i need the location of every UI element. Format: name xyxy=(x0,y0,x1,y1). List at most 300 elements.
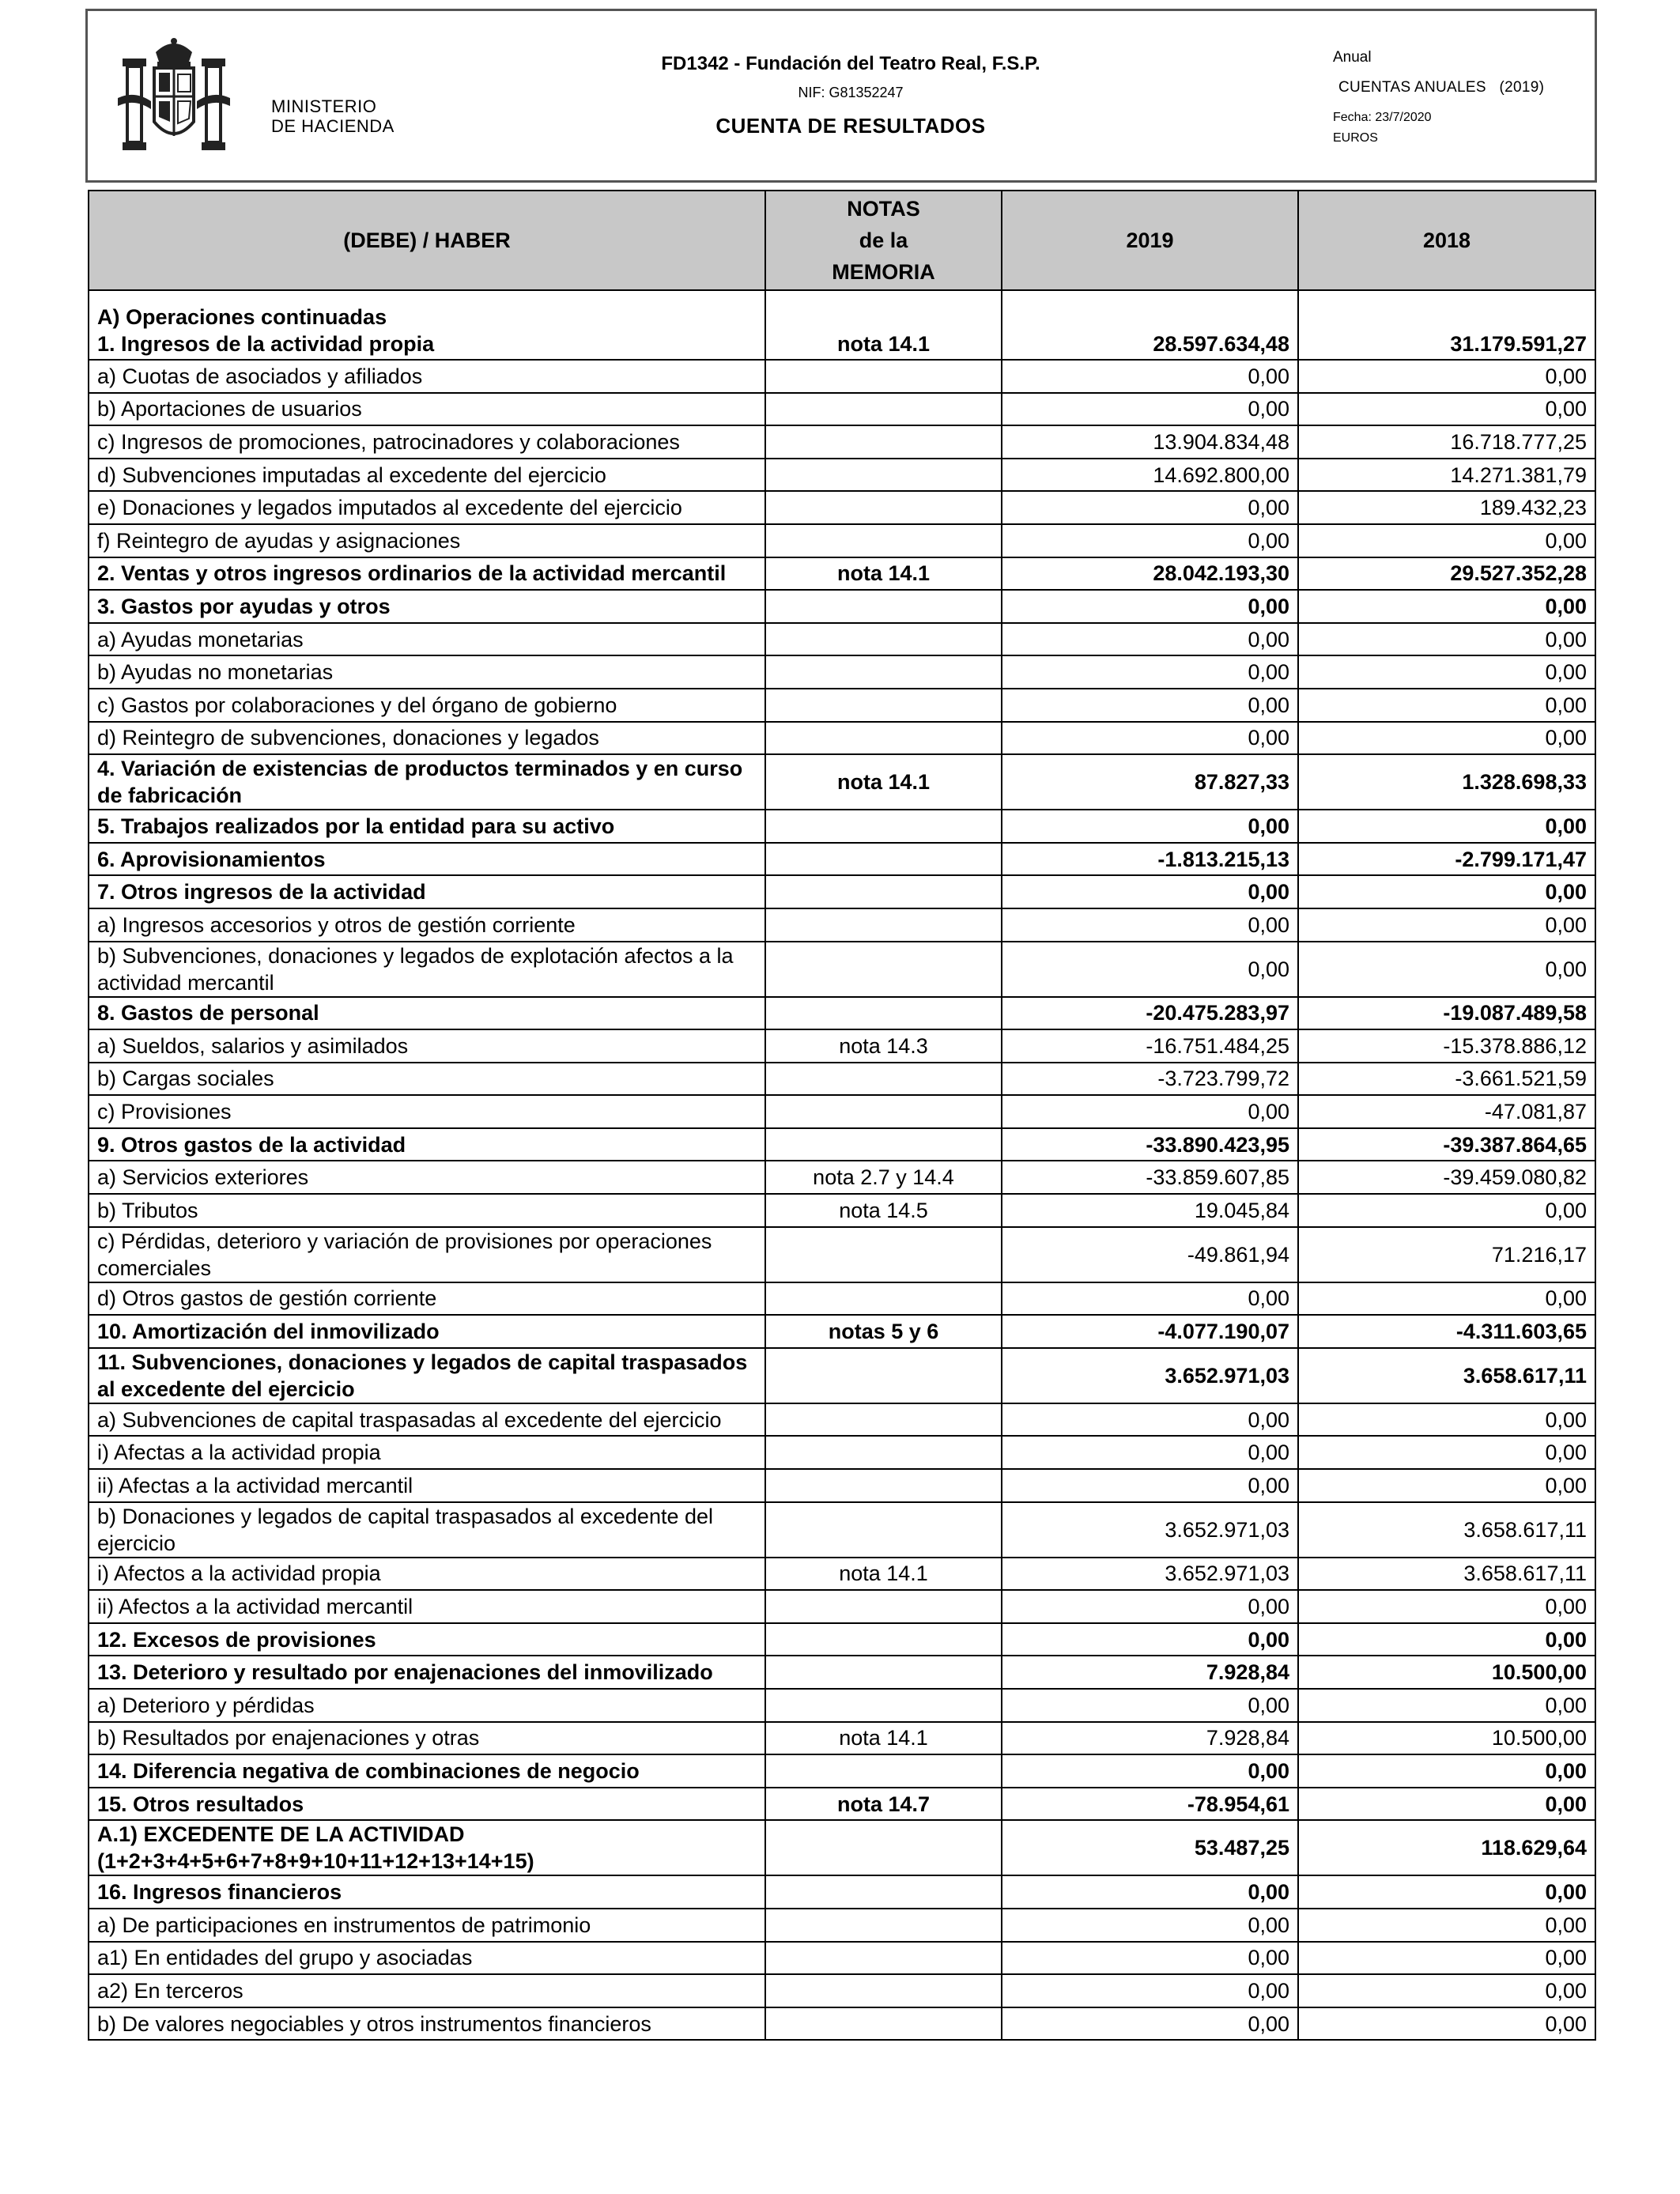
table-row xyxy=(89,1128,1595,1161)
table-row xyxy=(89,1722,1595,1755)
row-note xyxy=(765,1469,1002,1502)
table-row xyxy=(89,425,1595,459)
row-note xyxy=(765,1590,1002,1623)
table-row xyxy=(89,1194,1595,1227)
row-value-2018: 0,00 xyxy=(1298,1282,1595,1316)
row-value-2019: 28.597.634,48 xyxy=(1002,290,1298,360)
row-label-text: 16. Ingresos financieros xyxy=(97,1880,342,1905)
row-label-text: 6. Aprovisionamientos xyxy=(97,847,326,871)
row-value-2018: 189.432,23 xyxy=(1298,491,1595,524)
row-note xyxy=(765,1689,1002,1722)
document-header xyxy=(85,9,1597,183)
table-row xyxy=(89,1282,1595,1316)
row-note xyxy=(765,590,1002,623)
row-label xyxy=(89,491,765,524)
row-value-2019: 0,00 xyxy=(1002,590,1298,623)
row-label-text: e) Donaciones y legados imputados al excedente del ejercicio xyxy=(97,496,682,520)
header-year-2019: 2019 xyxy=(1002,191,1298,290)
row-label xyxy=(89,997,765,1030)
row-note xyxy=(765,623,1002,656)
row-label-text: ii) Afectas a la actividad mercantil xyxy=(97,1473,413,1497)
section-title: A) Operaciones continuadas xyxy=(97,305,387,329)
row-value-2018: 0,00 xyxy=(1298,722,1595,755)
row-note xyxy=(765,1754,1002,1788)
row-value-2018: 0,00 xyxy=(1298,623,1595,656)
row-value-2019: 3.652.971,03 xyxy=(1002,1348,1298,1403)
row-value-2019: 0,00 xyxy=(1002,1689,1298,1722)
row-value-2018: 0,00 xyxy=(1298,360,1595,393)
row-label xyxy=(89,689,765,722)
row-value-2018: 16.718.777,25 xyxy=(1298,425,1595,459)
table-row xyxy=(89,1502,1595,1558)
row-label xyxy=(89,290,765,360)
row-value-2019: 0,00 xyxy=(1002,491,1298,524)
table-row xyxy=(89,459,1595,492)
row-label-text: b) Subvenciones, donaciones y legados de explotación afectos a la actividad mercantil xyxy=(97,943,734,995)
row-label-text: 10. Amortización del inmovilizado xyxy=(97,1320,440,1344)
row-value-2018: 0,00 xyxy=(1298,908,1595,942)
table-row xyxy=(89,1063,1595,1096)
row-label-text: 4. Variación de existencias de productos terminados y en curso de fabricación xyxy=(97,757,743,808)
row-value-2019: 13.904.834,48 xyxy=(1002,425,1298,459)
ministry-logo xyxy=(115,35,395,161)
row-label-text: 5. Trabajos realizados por la entidad para su activo xyxy=(97,814,615,838)
row-value-2019: 0,00 xyxy=(1002,1436,1298,1469)
row-value-2018: 1.328.698,33 xyxy=(1298,754,1595,810)
row-value-2018: 10.500,00 xyxy=(1298,1656,1595,1689)
row-label xyxy=(89,1942,765,1975)
row-label-text: c) Gastos por colaboraciones y del órgano de gobierno xyxy=(97,693,617,717)
row-value-2018: 0,00 xyxy=(1298,1754,1595,1788)
row-value-2018: 3.658.617,11 xyxy=(1298,1558,1595,1591)
row-label-text: 12. Excesos de provisiones xyxy=(97,1627,376,1652)
date-label: Fecha: 23/7/2020 xyxy=(1333,111,1432,124)
row-note xyxy=(765,655,1002,689)
row-label-text: 9. Otros gastos de la actividad xyxy=(97,1132,406,1157)
row-label xyxy=(89,1227,765,1282)
row-label-text: a) De participaciones en instrumentos de patrimonio xyxy=(97,1913,591,1937)
table-row xyxy=(89,1095,1595,1128)
table-row xyxy=(89,1909,1595,1942)
row-note xyxy=(765,425,1002,459)
row-value-2018: -39.387.864,65 xyxy=(1298,1128,1595,1161)
row-note xyxy=(765,722,1002,755)
row-value-2019: 53.487,25 xyxy=(1002,1820,1298,1875)
row-value-2018: 0,00 xyxy=(1298,689,1595,722)
row-note: nota 14.5 xyxy=(765,1194,1002,1227)
row-label-text: d) Reintegro de subvenciones, donaciones y legados xyxy=(97,726,599,750)
table-row xyxy=(89,1590,1595,1623)
row-value-2018: 118.629,64 xyxy=(1298,1820,1595,1875)
entity-nif: NIF: G81352247 xyxy=(798,85,904,100)
row-label xyxy=(89,1128,765,1161)
row-label-text: 7. Otros ingresos de la actividad xyxy=(97,880,426,904)
row-note: nota 14.1 xyxy=(765,754,1002,810)
row-label xyxy=(89,1788,765,1821)
row-value-2018: -39.459.080,82 xyxy=(1298,1161,1595,1194)
table-row xyxy=(89,942,1595,997)
header-year-2018: 2018 xyxy=(1298,191,1595,290)
row-label xyxy=(89,655,765,689)
table-row xyxy=(89,655,1595,689)
row-label xyxy=(89,722,765,755)
table-row xyxy=(89,1348,1595,1403)
row-value-2019: -33.859.607,85 xyxy=(1002,1161,1298,1194)
row-label xyxy=(89,1502,765,1558)
row-value-2018: 0,00 xyxy=(1298,1194,1595,1227)
row-label xyxy=(89,942,765,997)
table-row xyxy=(89,557,1595,591)
row-label xyxy=(89,425,765,459)
row-value-2018: 0,00 xyxy=(1298,393,1595,426)
row-value-2018: 0,00 xyxy=(1298,1623,1595,1656)
row-value-2019: 3.652.971,03 xyxy=(1002,1558,1298,1591)
table-row xyxy=(89,1974,1595,2007)
row-value-2019: -16.751.484,25 xyxy=(1002,1029,1298,1063)
row-label xyxy=(89,393,765,426)
row-value-2019: 0,00 xyxy=(1002,1754,1298,1788)
row-value-2018: 0,00 xyxy=(1298,524,1595,557)
row-note xyxy=(765,524,1002,557)
row-value-2018: 14.271.381,79 xyxy=(1298,459,1595,492)
period-label: Anual xyxy=(1333,49,1372,66)
table-row xyxy=(89,908,1595,942)
row-value-2019: -3.723.799,72 xyxy=(1002,1063,1298,1096)
row-value-2019: 0,00 xyxy=(1002,875,1298,908)
row-value-2019: -49.861,94 xyxy=(1002,1227,1298,1282)
row-label-text: a1) En entidades del grupo y asociadas xyxy=(97,1946,473,1970)
table-row xyxy=(89,722,1595,755)
row-value-2019: 0,00 xyxy=(1002,1403,1298,1437)
row-value-2019: 0,00 xyxy=(1002,722,1298,755)
row-note xyxy=(765,1282,1002,1316)
row-value-2018: 29.527.352,28 xyxy=(1298,557,1595,591)
row-label xyxy=(89,1590,765,1623)
row-label xyxy=(89,1656,765,1689)
row-note xyxy=(765,1656,1002,1689)
row-value-2019: 0,00 xyxy=(1002,1282,1298,1316)
row-label xyxy=(89,843,765,876)
row-label-text: 1. Ingresos de la actividad propia xyxy=(97,332,435,356)
row-label xyxy=(89,908,765,942)
table-body xyxy=(89,290,1595,2040)
row-note xyxy=(765,1095,1002,1128)
row-label-text: b) Cargas sociales xyxy=(97,1067,274,1091)
currency-label: EUROS xyxy=(1333,131,1378,145)
row-value-2019: 0,00 xyxy=(1002,1095,1298,1128)
table-row xyxy=(89,360,1595,393)
row-note xyxy=(765,1128,1002,1161)
row-label xyxy=(89,1722,765,1755)
row-value-2019: 3.652.971,03 xyxy=(1002,1502,1298,1558)
row-label-text: c) Provisiones xyxy=(97,1100,232,1124)
table-row xyxy=(89,1315,1595,1348)
row-value-2019: 0,00 xyxy=(1002,360,1298,393)
row-label-text: a) Subvenciones de capital traspasadas al excedente del ejercicio xyxy=(97,1407,722,1432)
row-label xyxy=(89,1029,765,1063)
row-note xyxy=(765,1403,1002,1437)
table-row xyxy=(89,843,1595,876)
row-value-2018: 0,00 xyxy=(1298,2007,1595,2041)
row-value-2019: -78.954,61 xyxy=(1002,1788,1298,1821)
table-row xyxy=(89,2007,1595,2041)
row-value-2019: 28.042.193,30 xyxy=(1002,557,1298,591)
row-label-text: b) Ayudas no monetarias xyxy=(97,660,334,685)
row-label-text: a) Servicios exteriores xyxy=(97,1165,309,1190)
row-value-2019: 0,00 xyxy=(1002,908,1298,942)
row-label xyxy=(89,1282,765,1316)
row-note: nota 14.7 xyxy=(765,1788,1002,1821)
row-value-2019: -4.077.190,07 xyxy=(1002,1315,1298,1348)
row-label-text: d) Subvenciones imputadas al excedente del ejercicio xyxy=(97,463,606,487)
row-label xyxy=(89,623,765,656)
row-label xyxy=(89,1974,765,2007)
row-value-2019: 0,00 xyxy=(1002,1875,1298,1909)
row-label xyxy=(89,1820,765,1875)
row-value-2019: 0,00 xyxy=(1002,1909,1298,1942)
header-notes-line-2: de la xyxy=(859,228,908,252)
row-note xyxy=(765,997,1002,1030)
row-note xyxy=(765,810,1002,843)
row-value-2019: 19.045,84 xyxy=(1002,1194,1298,1227)
row-label-text: a) Deterioro y pérdidas xyxy=(97,1693,315,1717)
ministry-name xyxy=(271,96,395,136)
row-label xyxy=(89,524,765,557)
table-row xyxy=(89,1656,1595,1689)
row-value-2019: -1.813.215,13 xyxy=(1002,843,1298,876)
row-note xyxy=(765,875,1002,908)
row-label xyxy=(89,1754,765,1788)
table-row xyxy=(89,1403,1595,1437)
table-row xyxy=(89,875,1595,908)
row-note: nota 14.1 xyxy=(765,1558,1002,1591)
row-label xyxy=(89,1348,765,1403)
row-value-2018: -2.799.171,47 xyxy=(1298,843,1595,876)
row-label-text: 8. Gastos de personal xyxy=(97,1001,319,1025)
row-value-2018: 0,00 xyxy=(1298,1689,1595,1722)
row-value-2018: -19.087.489,58 xyxy=(1298,997,1595,1030)
header-concept: (DEBE) / HABER xyxy=(89,191,765,290)
row-note xyxy=(765,1348,1002,1403)
row-value-2018: 0,00 xyxy=(1298,1436,1595,1469)
row-label xyxy=(89,1909,765,1942)
row-value-2018: 0,00 xyxy=(1298,942,1595,997)
row-value-2018: 0,00 xyxy=(1298,1909,1595,1942)
row-label-text: f) Reintegro de ayudas y asignaciones xyxy=(97,528,461,553)
row-label-text: b) Aportaciones de usuarios xyxy=(97,397,362,421)
table-row xyxy=(89,1623,1595,1656)
row-value-2018: 0,00 xyxy=(1298,1403,1595,1437)
table-header-row xyxy=(89,191,1595,290)
table-row xyxy=(89,623,1595,656)
row-note: notas 5 y 6 xyxy=(765,1315,1002,1348)
row-value-2019: 0,00 xyxy=(1002,1590,1298,1623)
table-row xyxy=(89,1788,1595,1821)
header-notes xyxy=(765,191,1002,290)
table-row xyxy=(89,524,1595,557)
row-label-text: a) Ayudas monetarias xyxy=(97,627,304,651)
table-row xyxy=(89,1029,1595,1063)
row-value-2019: 0,00 xyxy=(1002,2007,1298,2041)
row-value-2018: 3.658.617,11 xyxy=(1298,1502,1595,1558)
row-note xyxy=(765,491,1002,524)
row-label xyxy=(89,810,765,843)
row-value-2019: 0,00 xyxy=(1002,1974,1298,2007)
row-value-2018: 0,00 xyxy=(1298,1875,1595,1909)
row-label xyxy=(89,1063,765,1096)
row-value-2019: -20.475.283,97 xyxy=(1002,997,1298,1030)
row-note xyxy=(765,1875,1002,1909)
row-note xyxy=(765,393,1002,426)
row-note xyxy=(765,942,1002,997)
row-label-text: b) Donaciones y legados de capital traspasados al excedente del ejercicio xyxy=(97,1504,714,1555)
row-value-2018: -15.378.886,12 xyxy=(1298,1029,1595,1063)
row-label-text: a2) En terceros xyxy=(97,1978,244,2003)
row-value-2018: -47.081,87 xyxy=(1298,1095,1595,1128)
row-label-text: 13. Deterioro y resultado por enajenaciones del inmovilizado xyxy=(97,1660,713,1685)
row-value-2018: 0,00 xyxy=(1298,875,1595,908)
row-value-2019: 0,00 xyxy=(1002,655,1298,689)
row-label xyxy=(89,1469,765,1502)
table-row xyxy=(89,1227,1595,1282)
row-label-text: 3. Gastos por ayudas y otros xyxy=(97,594,391,618)
row-label-text: ii) Afectos a la actividad mercantil xyxy=(97,1595,413,1619)
row-value-2019: 0,00 xyxy=(1002,524,1298,557)
row-value-2018: 0,00 xyxy=(1298,1590,1595,1623)
row-note xyxy=(765,1909,1002,1942)
row-value-2019: -33.890.423,95 xyxy=(1002,1128,1298,1161)
table-row xyxy=(89,1558,1595,1591)
row-value-2019: 0,00 xyxy=(1002,689,1298,722)
row-note xyxy=(765,1436,1002,1469)
row-value-2019: 0,00 xyxy=(1002,1469,1298,1502)
row-label xyxy=(89,1161,765,1194)
table-row xyxy=(89,810,1595,843)
table-row xyxy=(89,393,1595,426)
row-value-2018: 0,00 xyxy=(1298,655,1595,689)
row-note xyxy=(765,1063,1002,1096)
row-value-2019: 7.928,84 xyxy=(1002,1722,1298,1755)
table-row xyxy=(89,1689,1595,1722)
row-label-text: 15. Otros resultados xyxy=(97,1792,304,1816)
row-label-text: 11. Subvenciones, donaciones y legados de capital traspasados al excedente del ejercicio xyxy=(97,1350,748,1401)
header-notes-line-1: NOTAS xyxy=(847,197,920,221)
table-row xyxy=(89,590,1595,623)
entity-name: FD1342 - Fundación del Teatro Real, F.S.P. xyxy=(661,53,1040,74)
row-label-text: A.1) EXCEDENTE DE LA ACTIVIDAD (1+2+3+4+5+6+7+8+9+10+11+12+13+14+15) xyxy=(97,1822,534,1874)
row-label-text: 2. Ventas y otros ingresos ordinarios de la actividad mercantil xyxy=(97,561,727,586)
row-note xyxy=(765,1227,1002,1282)
row-value-2019: 0,00 xyxy=(1002,393,1298,426)
row-label xyxy=(89,754,765,810)
row-label-text: a) Ingresos accesorios y otros de gestión corriente xyxy=(97,912,576,937)
row-value-2018: 0,00 xyxy=(1298,1942,1595,1975)
row-value-2019: 0,00 xyxy=(1002,1942,1298,1975)
header-notes-line-3: MEMORIA xyxy=(832,260,935,284)
row-label xyxy=(89,1875,765,1909)
table-row xyxy=(89,754,1595,810)
row-note xyxy=(765,908,1002,942)
row-label xyxy=(89,1194,765,1227)
row-value-2019: 7.928,84 xyxy=(1002,1656,1298,1689)
row-label-text: i) Afectas a la actividad propia xyxy=(97,1441,381,1465)
row-label-text: c) Pérdidas, deterioro y variación de provisiones por operaciones comerciales xyxy=(97,1229,712,1280)
row-label-text: 14. Diferencia negativa de combinaciones de negocio xyxy=(97,1758,640,1783)
row-note xyxy=(765,1502,1002,1558)
row-label xyxy=(89,1558,765,1591)
table-row xyxy=(89,1820,1595,1875)
row-value-2018: 31.179.591,27 xyxy=(1298,290,1595,360)
row-note: nota 2.7 y 14.4 xyxy=(765,1161,1002,1194)
row-note: nota 14.1 xyxy=(765,557,1002,591)
row-note xyxy=(765,689,1002,722)
table-row xyxy=(89,1754,1595,1788)
table-row xyxy=(89,1942,1595,1975)
row-label xyxy=(89,590,765,623)
row-label xyxy=(89,1623,765,1656)
row-note xyxy=(765,1942,1002,1975)
row-note: nota 14.1 xyxy=(765,1722,1002,1755)
row-label xyxy=(89,1436,765,1469)
income-statement-table xyxy=(88,190,1596,2041)
table-row xyxy=(89,1436,1595,1469)
row-value-2019: 87.827,33 xyxy=(1002,754,1298,810)
coat-of-arms-icon xyxy=(115,35,233,161)
row-value-2018: 0,00 xyxy=(1298,1974,1595,2007)
row-value-2019: 0,00 xyxy=(1002,810,1298,843)
row-value-2018: 10.500,00 xyxy=(1298,1722,1595,1755)
row-label-text: b) De valores negociables y otros instrumentos financieros xyxy=(97,2011,651,2036)
table-row xyxy=(89,290,1595,360)
table-row xyxy=(89,1875,1595,1909)
row-label xyxy=(89,875,765,908)
row-label-text: a) Cuotas de asociados y afiliados xyxy=(97,364,423,388)
table-row xyxy=(89,1161,1595,1194)
row-note: nota 14.1 xyxy=(765,290,1002,360)
row-value-2019: 0,00 xyxy=(1002,1623,1298,1656)
table-row xyxy=(89,491,1595,524)
row-note: nota 14.3 xyxy=(765,1029,1002,1063)
ministry-line-2: DE HACIENDA xyxy=(271,116,395,136)
row-label-text: b) Resultados por enajenaciones y otras xyxy=(97,1726,480,1750)
row-note xyxy=(765,360,1002,393)
accounts-label: CUENTAS ANUALES (2019) xyxy=(1338,79,1545,96)
row-note xyxy=(765,843,1002,876)
row-label xyxy=(89,360,765,393)
row-note xyxy=(765,1974,1002,2007)
row-value-2018: 71.216,17 xyxy=(1298,1227,1595,1282)
row-label xyxy=(89,1689,765,1722)
row-label-text: d) Otros gastos de gestión corriente xyxy=(97,1286,437,1311)
row-label xyxy=(89,1315,765,1348)
row-label-text: a) Sueldos, salarios y asimilados xyxy=(97,1033,409,1058)
row-label-text: c) Ingresos de promociones, patrocinadores y colaboraciones xyxy=(97,429,680,454)
row-value-2019: 14.692.800,00 xyxy=(1002,459,1298,492)
ministry-line-1: MINISTERIO xyxy=(271,96,377,116)
table-row xyxy=(89,997,1595,1030)
table-row xyxy=(89,689,1595,722)
row-value-2018: 0,00 xyxy=(1298,1469,1595,1502)
row-value-2018: 0,00 xyxy=(1298,1788,1595,1821)
row-value-2018: 0,00 xyxy=(1298,810,1595,843)
statement-title: CUENTA DE RESULTADOS xyxy=(715,114,986,138)
row-label xyxy=(89,459,765,492)
table-row xyxy=(89,1469,1595,1502)
row-value-2019: 0,00 xyxy=(1002,942,1298,997)
row-label xyxy=(89,2007,765,2041)
row-note xyxy=(765,459,1002,492)
row-note xyxy=(765,1623,1002,1656)
